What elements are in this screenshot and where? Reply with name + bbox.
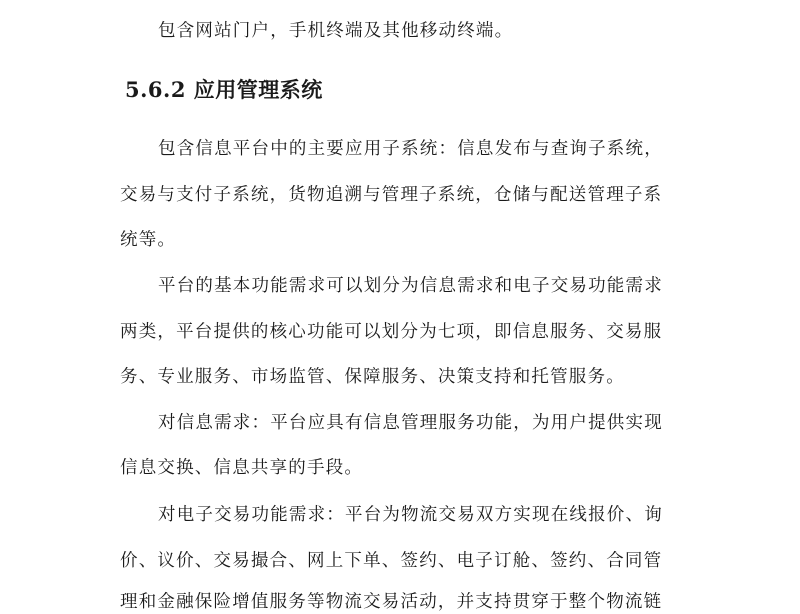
intro-line: 包含网站门户，手机终端及其他移动终端。 (158, 21, 514, 41)
section-heading: 5.6.2 应用管理系统 (125, 77, 323, 102)
paragraph-line: 包含信息平台中的主要应用子系统：信息发布与查询子系统， (158, 139, 663, 159)
paragraph-line: 两类，平台提供的核心功能可以划分为七项，即信息服务、交易服 (120, 322, 663, 342)
paragraph-line: 统等。 (120, 230, 177, 250)
paragraph-line-cutoff: 理和金融保险增值服务等物流交易活动，并支持贯穿于整个物流链 (120, 592, 663, 612)
paragraph-line: 对信息需求：平台应具有信息管理服务功能，为用户提供实现 (158, 413, 663, 433)
paragraph-line: 价、议价、交易撮合、网上下单、签约、电子订舱、签约、合同管 (120, 551, 663, 571)
paragraph-line: 交易与支付子系统，货物追溯与管理子系统，仓储与配送管理子系 (120, 185, 663, 205)
paragraph-line: 平台的基本功能需求可以划分为信息需求和电子交易功能需求 (158, 276, 663, 296)
paragraph-line: 务、专业服务、市场监管、保障服务、决策支持和托管服务。 (120, 367, 625, 387)
paragraph-line: 对电子交易功能需求：平台为物流交易双方实现在线报价、询 (158, 505, 663, 525)
paragraph-line: 信息交换、信息共享的手段。 (120, 458, 364, 478)
